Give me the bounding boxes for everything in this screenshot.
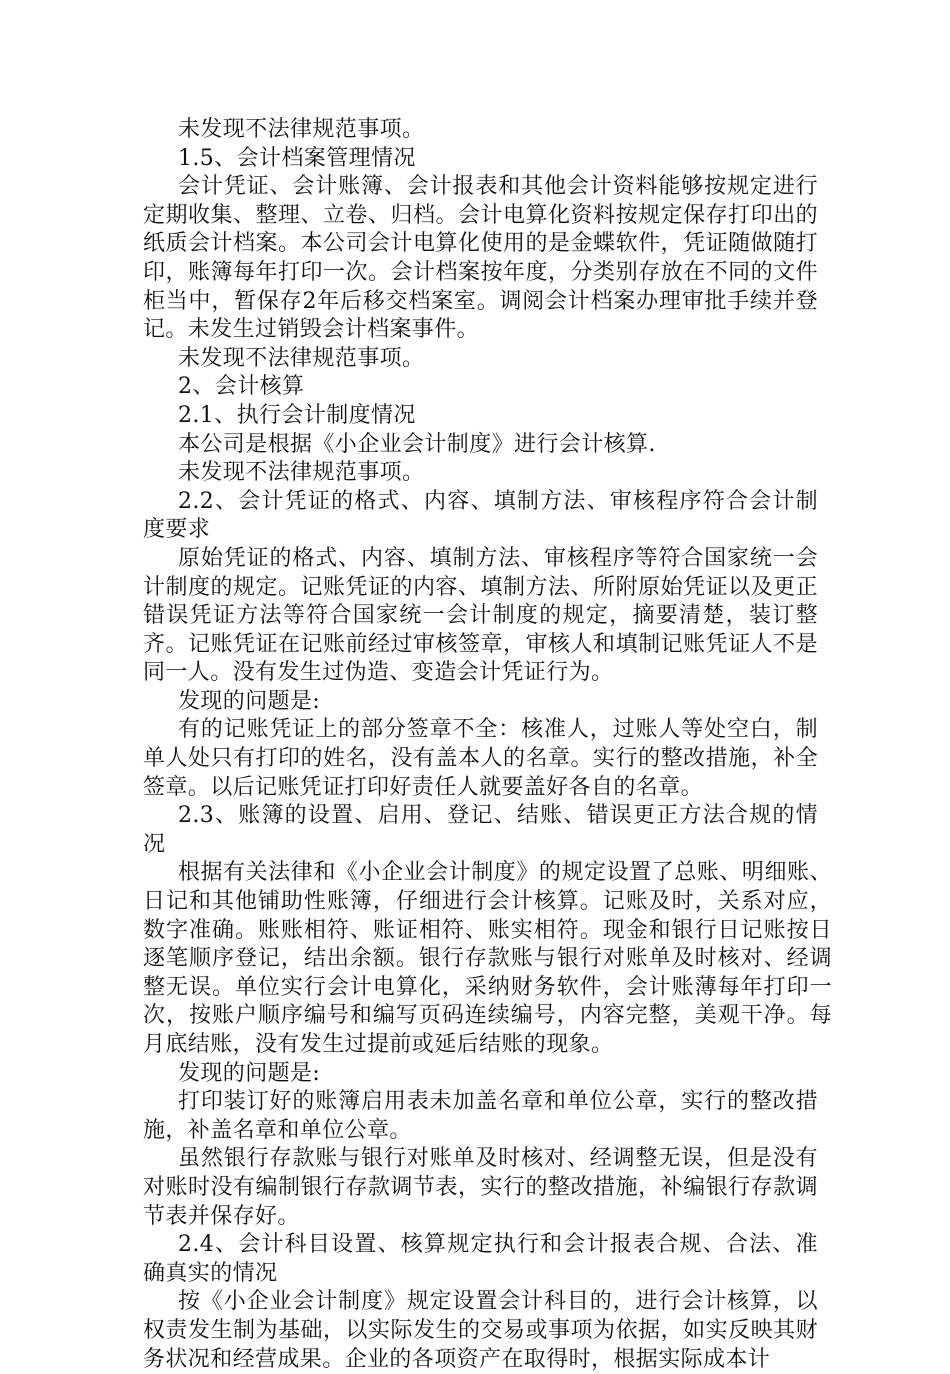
paragraph: 虽然银行存款账与银行对账单及时核对、经调整无误，但是没有对账时没有编制银行存款调节表，实行的整改措施，补编银行存款调节表并保存好。	[143, 1146, 818, 1229]
section-heading: 2.2、会计凭证的格式、内容、填制方法、审核程序符合会计制度要求	[143, 488, 818, 543]
paragraph: 发现的问题是:	[178, 1060, 321, 1086]
section-heading: 2.4、会计科目设置、核算规定执行和会计报表合规、合法、准确真实的情况	[143, 1232, 818, 1286]
section-heading: 2、会计核算	[178, 374, 305, 400]
paragraph: 有的记账凭证上的部分签章不全：核准人，过账人等处空白，制单人处只有打印的姓名，没有盖本人的名章。实行的整改措施，补全签章。以后记账凭证打印好责任人就要盖好各自的名章。	[143, 717, 818, 800]
paragraph: 本公司是根据《小企业会计制度》进行会计核算.	[178, 431, 656, 457]
paragraph: 发现的问题是:	[178, 688, 321, 714]
paragraph: 未发现不法律规范事项。	[178, 345, 425, 371]
paragraph: 原始凭证的格式、内容、填制方法、审核程序等符合国家统一会计制度的规定。记账凭证的内容、填制方法、所附原始凭证以及更正错误凭证方法等符合国家统一会计制度的规定，摘要清楚，装订整齐。记账凭证在记账前经过审核签章，审核人和填制记账凭证人不是同一人。没有发生过伪造、变造会计凭证行为。	[143, 545, 818, 686]
section-heading: 1.5、会计档案管理情况	[178, 145, 416, 171]
paragraph: 打印装订好的账簿启用表未加盖名章和单位公章，实行的整改措施，补盖名章和单位公章。	[143, 1089, 818, 1143]
paragraph: 按《小企业会计制度》规定设置会计科目的，进行会计核算，以权责发生制为基础，以实际发生的交易或事项为依据，如实反映其财务状况和经营成果。企业的各项资产在取得时，根据实际成本计	[143, 1289, 818, 1372]
paragraph: 根据有关法律和《小企业会计制度》的规定设置了总账、明细账、日记和其他铺助性账簿，仔细进行会计核算。记账及时，关系对应，数字准确。账账相符、账证相符、账实相符。现金和银行日记账按日逐笔顺序登记，结出余额。银行存款账与银行对账单及时核对、经调整无误。单位实行会计电算化，采纳财务软件，会计账薄每年打印一次，按账户顺序编号和编写页码连续编号，内容完整，美观干净。每月底结账，没有发生过提前或延后结账的现象。	[143, 860, 832, 1057]
paragraph: 未发现不法律规范事项。	[178, 117, 425, 142]
document-body	[143, 116, 832, 1374]
paragraph: 未发现不法律规范事项。	[178, 460, 425, 486]
section-heading: 2.1、执行会计制度情况	[178, 402, 416, 428]
section-heading: 2.3、账簿的设置、启用、登记、结账、错误更正方法合规的情况	[143, 803, 818, 857]
paragraph: 会计凭证、会计账簿、会计报表和其他会计资料能够按规定进行定期收集、整理、立卷、归档。会计电算化资料按规定保存打印出的纸质会计档案。本公司会计电算化使用的是金蝶软件，凭证随做随打印，账簿每年打印一次。会计档案按年度，分类别存放在不同的文件柜当中，暂保存2年后移交档案室。调阅会计档案办理审批手续并登记。未发生过销毁会计档案事件。	[143, 174, 818, 343]
